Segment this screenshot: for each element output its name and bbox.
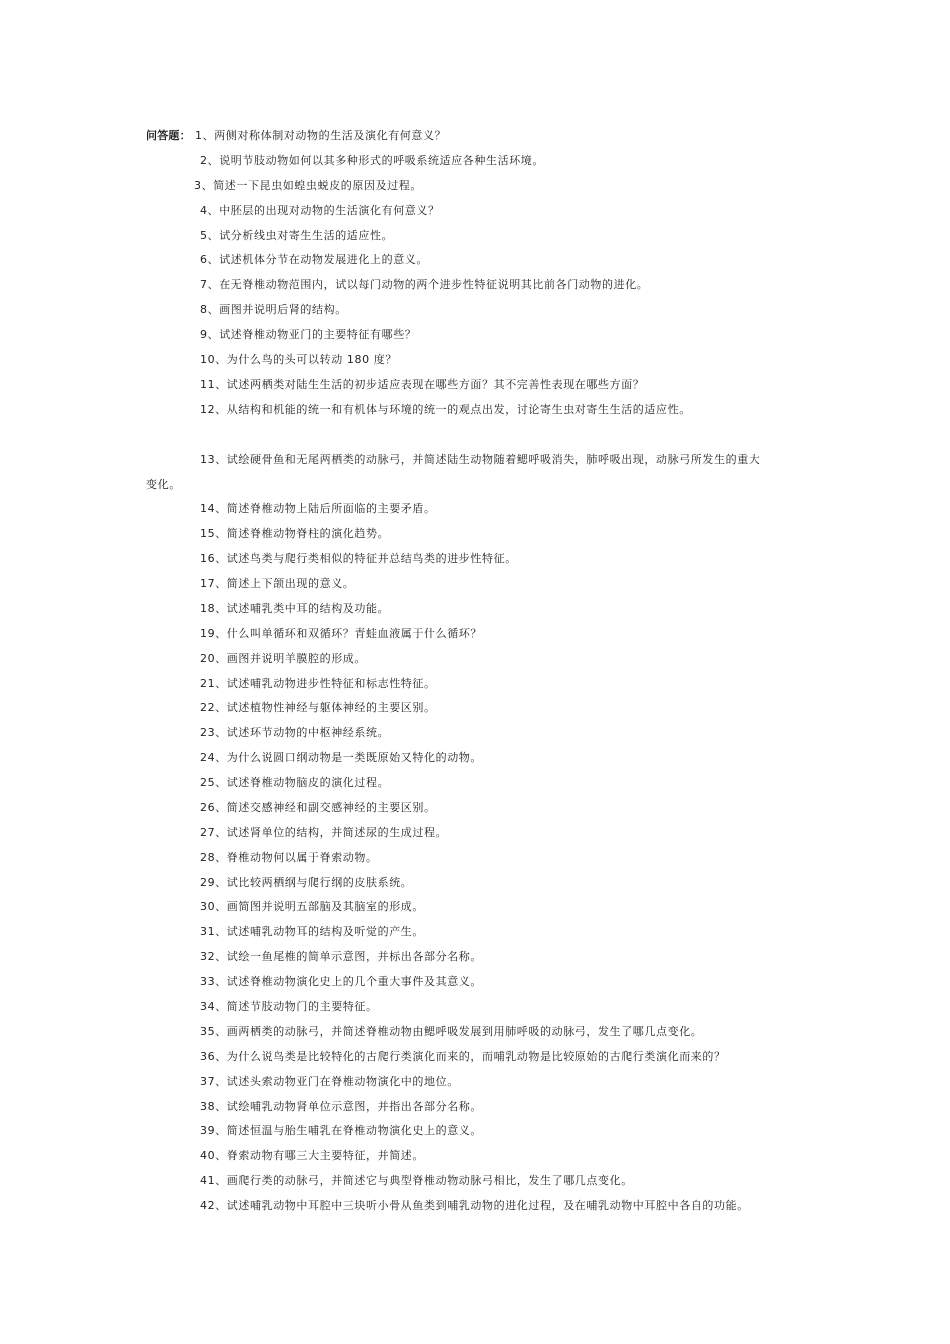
question-10: 10、为什么鸟的头可以转动 180 度？ <box>200 353 397 366</box>
question-42: 42、试述哺乳动物中耳腔中三块听小骨从鱼类到哺乳动物的进化过程，及在哺乳动物中耳腔中各自的功能。 <box>200 1199 749 1212</box>
question-4: 4、中胚层的出现对动物的生活演化有何意义？ <box>200 204 440 217</box>
question-12: 12、从结构和机能的统一和有机体与环境的统一的观点出发，讨论寄生虫对寄生生活的适应性。 <box>200 403 691 416</box>
question-18: 18、试述哺乳类中耳的结构及功能。 <box>200 602 390 615</box>
question-5: 5、试分析线虫对寄生生活的适应性。 <box>200 229 394 242</box>
question-27: 27、试述肾单位的结构，并简述尿的生成过程。 <box>200 826 448 839</box>
question-25: 25、试述脊椎动物脑皮的演化过程。 <box>200 776 390 789</box>
question-15: 15、简述脊椎动物脊柱的演化趋势。 <box>200 527 390 540</box>
question-3: 3、简述一下昆虫如蝗虫蜕皮的原因及过程。 <box>194 179 422 192</box>
question-19: 19、什么叫单循环和双循环？青蛙血液属于什么循环？ <box>200 627 482 640</box>
question-1: 1、两侧对称体制对动物的生活及演化有何意义？ <box>195 129 447 142</box>
question-7: 7、在无脊椎动物范围内，试以每门动物的两个进步性特征说明其比前各门动物的进化。 <box>200 278 649 291</box>
question-38: 38、试绘哺乳动物肾单位示意图，并指出各部分名称。 <box>200 1100 482 1113</box>
question-8: 8、画图并说明后肾的结构。 <box>200 303 347 316</box>
question-13: 13、试绘硬骨鱼和无尾两栖类的动脉弓，并简述陆生动物随着鳃呼吸消失，肺呼吸出现，动脉弓所发生的重大 <box>200 453 761 466</box>
question-22: 22、试述植物性神经与躯体神经的主要区别。 <box>200 701 436 714</box>
question-20: 20、画图并说明羊膜腔的形成。 <box>200 652 366 665</box>
question-31: 31、试述哺乳动物耳的结构及听觉的产生。 <box>200 925 424 938</box>
question-35: 35、画两栖类的动脉弓，并简述脊椎动物由鳃呼吸发展到用肺呼吸的动脉弓，发生了哪几点变化。 <box>200 1025 703 1038</box>
section-heading: 问答题： <box>146 129 191 142</box>
question-24: 24、为什么说圆口纲动物是一类既原始又特化的动物。 <box>200 751 482 764</box>
question-39: 39、简述恒温与胎生哺乳在脊椎动物演化史上的意义。 <box>200 1124 482 1137</box>
question-9: 9、试述脊椎动物亚门的主要特征有哪些？ <box>200 328 417 341</box>
question-23: 23、试述环节动物的中枢神经系统。 <box>200 726 390 739</box>
question-17: 17、简述上下颌出现的意义。 <box>200 577 355 590</box>
question-21: 21、试述哺乳动物进步性特征和标志性特征。 <box>200 677 436 690</box>
question-32: 32、试绘一鱼尾椎的简单示意图，并标出各部分名称。 <box>200 950 482 963</box>
question-33: 33、试述脊椎动物演化史上的几个重大事件及其意义。 <box>200 975 482 988</box>
question-36: 36、为什么说鸟类是比较特化的古爬行类演化而来的，而哺乳动物是比较原始的古爬行类演化而来的？ <box>200 1050 726 1063</box>
question-2: 2、说明节肢动物如何以其多种形式的呼吸系统适应各种生活环境。 <box>200 154 544 167</box>
question-14: 14、简述脊椎动物上陆后所面临的主要矛盾。 <box>200 502 436 515</box>
question-28: 28、脊椎动物何以属于脊索动物。 <box>200 851 378 864</box>
question-34: 34、简述节肢动物门的主要特征。 <box>200 1000 378 1013</box>
question-6: 6、试述机体分节在动物发展进化上的意义。 <box>200 253 428 266</box>
question-29: 29、试比较两栖纲与爬行纲的皮肤系统。 <box>200 876 413 889</box>
question-16: 16、试述鸟类与爬行类相似的特征并总结鸟类的进步性特征。 <box>200 552 517 565</box>
question-40: 40、脊索动物有哪三大主要特征，并简述。 <box>200 1149 424 1162</box>
question-11: 11、试述两栖类对陆生生活的初步适应表现在哪些方面？其不完善性表现在哪些方面？ <box>200 378 645 391</box>
question-13-continuation: 变化。 <box>146 478 181 491</box>
question-30: 30、画简图并说明五部脑及其脑室的形成。 <box>200 900 424 913</box>
question-26: 26、简述交感神经和副交感神经的主要区别。 <box>200 801 436 814</box>
question-37: 37、试述头索动物亚门在脊椎动物演化中的地位。 <box>200 1075 459 1088</box>
question-41: 41、画爬行类的动脉弓，并简述它与典型脊椎动物动脉弓相比，发生了哪几点变化。 <box>200 1174 633 1187</box>
